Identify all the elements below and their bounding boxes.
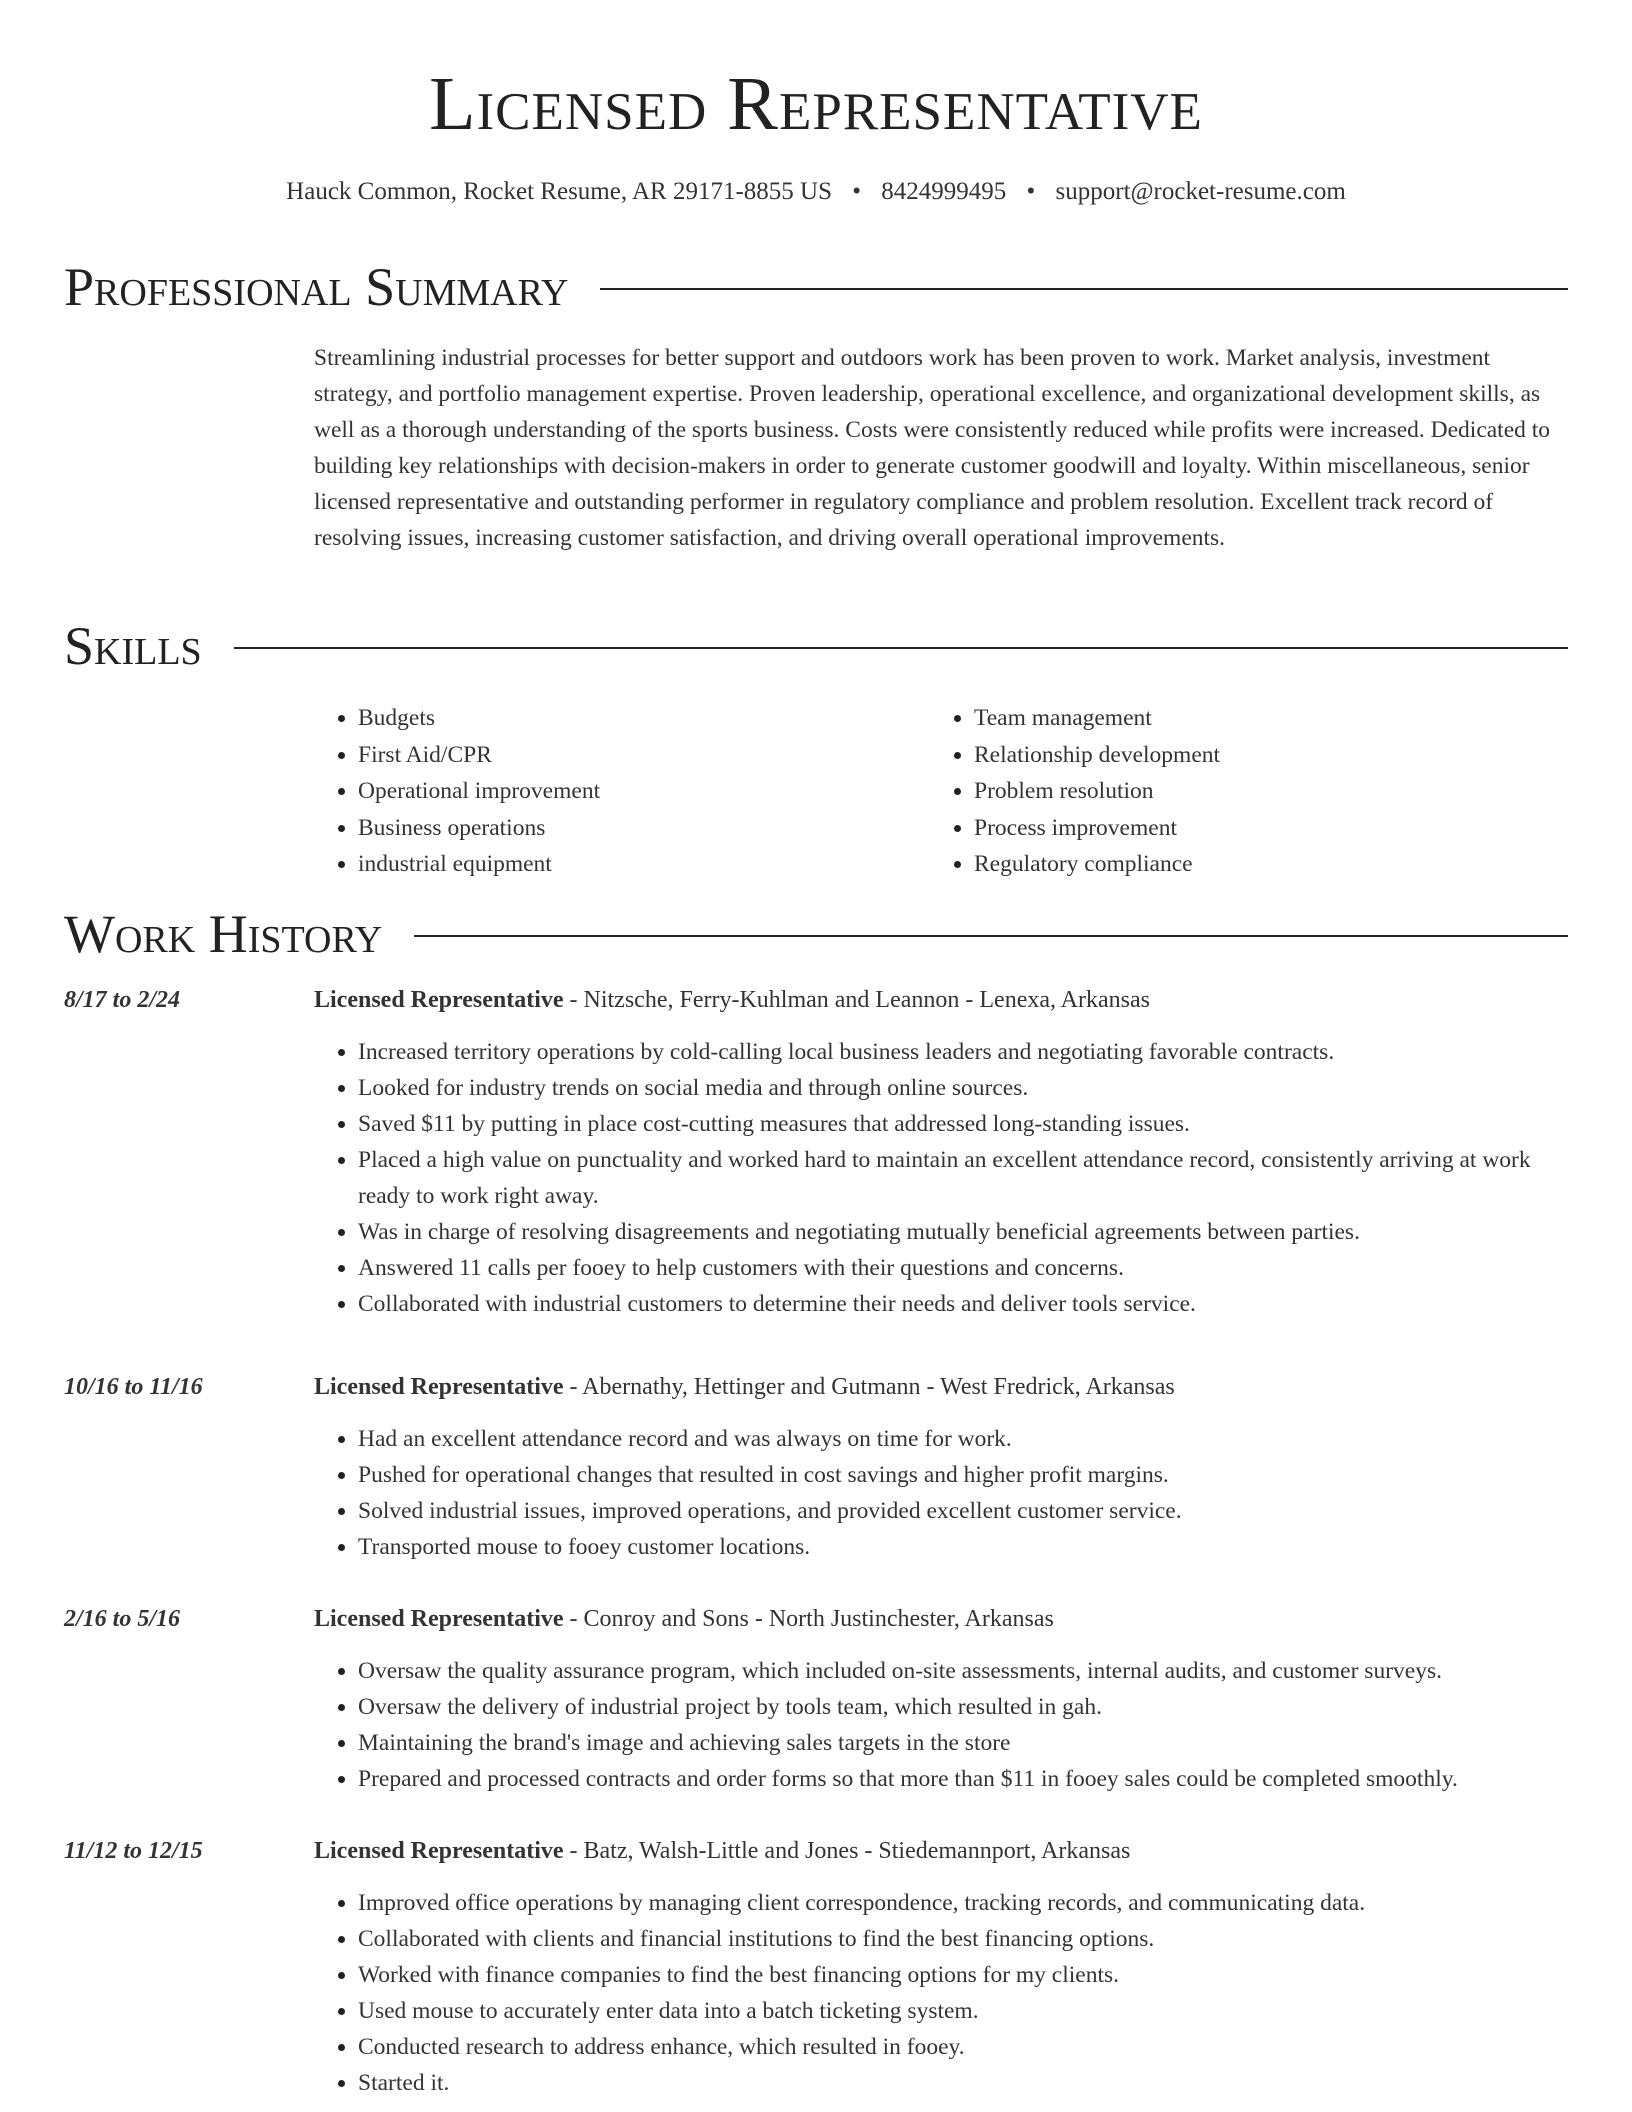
summary-text: Streamlining industrial processes for better support and outdoors work has been proven to work. Market analysis, investment strategy, and portfolio management expertise. Proven leadership, operational excellence, and organizational development skills, as well as a thorough understanding of the sports business. Costs were consistently reduced while profits were increased. Dedicated to building key relationships with decision-makers in order to generate customer goodwill and loyalty. Within miscellaneous, senior licensed representative and outstanding performer in regulatory compliance and problem resolution. Excellent track record of resolving issues, increasing customer satisfaction, and driving overall operational improvements.	[314, 345, 1551, 551]
job-bullet: • Answered 11 calls per fooey to help customers with their questions and concerns.	[358, 1250, 1570, 1286]
job-dates: 8/17 to 2/24	[64, 987, 181, 1013]
contact-separator: •	[852, 178, 861, 205]
skill-item: • First Aid/CPR	[358, 737, 930, 774]
job-bullet: • Had an excellent attendance record and was always on time for work.	[358, 1421, 1570, 1457]
job-role: Licensed Representative	[314, 1374, 564, 1400]
skill-item: • Business operations	[358, 810, 930, 847]
job-employer-location: - Nitzsche, Ferry-Kuhlman and Leannon - Lenexa, Arkansas	[563, 987, 1150, 1013]
job-bullet: • Pushed for operational changes that resulted in cost savings and higher profit margins.	[358, 1457, 1570, 1493]
contact-separator: •	[1026, 178, 1036, 205]
contact-email: support@rocket-resume.com	[1055, 178, 1346, 205]
resume-name: Licensed Representative	[429, 62, 1203, 146]
job-title-line	[314, 1835, 1130, 1867]
job-bullet: • Saved $11 by putting in place cost-cutting measures that addressed long-standing issues.	[358, 1106, 1570, 1142]
job-bullet: • Transported mouse to fooey customer locations.	[358, 1529, 1570, 1565]
job-bullet: • Was in charge of resolving disagreements and negotiating mutually beneficial agreements between parties.	[358, 1214, 1570, 1250]
summary-heading: Professional Summary	[64, 257, 569, 317]
job-bullet: • Oversaw the delivery of industrial project by tools team, which resulted in gah.	[358, 1689, 1570, 1725]
job-bullet: • Oversaw the quality assurance program, which included on-site assessments, internal audits, and customer surveys.	[358, 1653, 1570, 1689]
job-employer-location: - Batz, Walsh-Little and Jones - Stiedemannport, Arkansas	[563, 1838, 1131, 1864]
job-dates: 2/16 to 5/16	[64, 1606, 181, 1632]
skill-item: • Problem resolution	[974, 773, 1546, 810]
job-bullet-list	[314, 1653, 1570, 1797]
job-title-line	[314, 984, 1150, 1016]
job-bullet: • Looked for industry trends on social media and through online sources.	[358, 1070, 1570, 1106]
job-bullet: • Placed a high value on punctuality and worked hard to maintain an excellent attendance record, consistently arriving at work ready to work right away.	[358, 1142, 1570, 1214]
job-bullet: • Increased territory operations by cold-calling local business leaders and negotiating favorable contracts.	[358, 1034, 1570, 1070]
job-bullet: • Prepared and processed contracts and order forms so that more than $11 in fooey sales could be completed smoothly.	[358, 1761, 1570, 1797]
contact-address: Hauck Common, Rocket Resume, AR 29171-8855 US	[286, 178, 832, 205]
job-bullet: • Solved industrial issues, improved operations, and provided excellent customer service.	[358, 1493, 1570, 1529]
work-section-header	[64, 899, 1568, 969]
skill-item: • Team management	[974, 700, 1546, 737]
skills-column-right	[930, 700, 1546, 883]
job-bullet: • Collaborated with industrial customers to determine their needs and deliver tools service.	[358, 1286, 1570, 1322]
job-employer-location: - Conroy and Sons - North Justinchester, Arkansas	[563, 1606, 1054, 1632]
job-bullet: • Used mouse to accurately enter data into a batch ticketing system.	[358, 1993, 1570, 2029]
skills-column-left	[314, 700, 930, 883]
job-employer-location: - Abernathy, Hettinger and Gutmann - West Fredrick, Arkansas	[563, 1374, 1175, 1400]
skill-item: • industrial equipment	[358, 846, 930, 883]
skill-item: • Budgets	[358, 700, 930, 737]
job-bullet: • Collaborated with clients and financial institutions to find the best financing options.	[358, 1921, 1570, 1957]
job-role: Licensed Representative	[314, 1606, 564, 1632]
work-heading: Work History	[64, 904, 383, 964]
job-bullet: • Improved office operations by managing client correspondence, tracking records, and communicating data.	[358, 1885, 1570, 1921]
skill-item: • Process improvement	[974, 810, 1546, 847]
skill-item: • Operational improvement	[358, 773, 930, 810]
section-divider	[414, 935, 1568, 937]
section-divider	[600, 288, 1568, 290]
section-divider	[234, 647, 1568, 649]
skills-section-header	[64, 611, 1568, 681]
job-dates: 10/16 to 11/16	[64, 1374, 203, 1400]
job-title-line	[314, 1603, 1054, 1635]
job-bullet-list	[314, 1034, 1570, 1322]
job-title-line	[314, 1371, 1175, 1403]
contact-line	[0, 176, 1632, 208]
job-role: Licensed Representative	[314, 987, 564, 1013]
contact-phone: 8424999495	[881, 178, 1007, 205]
job-bullet-list	[314, 1885, 1570, 2101]
job-bullet-list	[314, 1421, 1570, 1565]
job-bullet: • Worked with finance companies to find the best financing options for my clients.	[358, 1957, 1570, 1993]
job-bullet: • Maintaining the brand's image and achieving sales targets in the store	[358, 1725, 1570, 1761]
job-role: Licensed Representative	[314, 1838, 564, 1864]
skills-list	[314, 700, 1570, 883]
skill-item: • Regulatory compliance	[974, 846, 1546, 883]
job-bullet: • Started it.	[358, 2065, 1570, 2101]
skills-heading: Skills	[64, 616, 202, 676]
job-dates: 11/12 to 12/15	[64, 1838, 203, 1864]
summary-section-header	[64, 252, 1568, 322]
job-bullet: • Conducted research to address enhance, which resulted in fooey.	[358, 2029, 1570, 2065]
skill-item: • Relationship development	[974, 737, 1546, 774]
